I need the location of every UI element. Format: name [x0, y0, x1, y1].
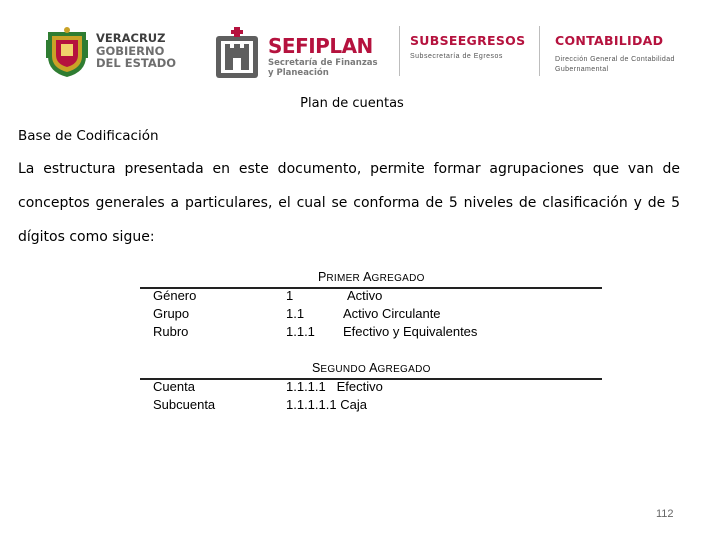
table1-name: Activo Circulante [343, 306, 441, 321]
table1-level: Rubro [153, 324, 189, 339]
table1-code: 1 [286, 288, 294, 303]
section-heading: Base de Codificación [18, 128, 159, 144]
table2-level: Cuenta [153, 379, 195, 394]
sefiplan-logo [212, 26, 392, 82]
table1-title-cap2: A [363, 270, 372, 284]
table2-title-rest1: EGUNDO [320, 364, 370, 375]
table1-level: Género [153, 288, 197, 303]
table2-title [312, 361, 431, 375]
page-title: Plan de cuentas [300, 96, 404, 111]
contabilidad-subtitle [555, 55, 675, 74]
sefiplan-sub-line-2: y Planeación [268, 68, 329, 78]
veracruz-shield-icon [44, 26, 90, 78]
body-paragraph: La estructura presentada en este documento, permite formar agrupaciones que van de conceptos generales a particulares, el cual se conforma de 5 niveles de clasificación y de 5 dígitos como sigue: [18, 161, 680, 245]
header-divider [539, 26, 540, 76]
veracruz-logo-text [96, 32, 176, 70]
veracruz-line-2: GOBIERNO [96, 43, 165, 58]
contabilidad-sub-line-2: Gubernamental [555, 65, 609, 73]
subsegresos-title: SUBSEEGRESOS [410, 33, 526, 48]
table1-title-rest2: GREGADO [371, 273, 425, 284]
contabilidad-title: CONTABILIDAD [555, 33, 664, 48]
subsegresos-subtitle: Subsecretaría de Egresos [410, 53, 503, 60]
table1-title-cap1: P [318, 270, 327, 284]
table2-title-cap2: A [369, 361, 378, 375]
page-number: 112 [656, 508, 674, 520]
table2-code-name: 1.1.1.1.1 Caja [286, 397, 367, 412]
sefiplan-subtitle [268, 58, 378, 78]
table2-code-name: 1.1.1.1 Efectivo [286, 379, 383, 394]
sefiplan-sub-line-1: Secretaría de Finanzas [268, 58, 378, 68]
sefiplan-wordmark: SEFIPLAN [268, 34, 373, 58]
table1-level: Grupo [153, 306, 190, 321]
table1-name: Efectivo y Equivalentes [343, 324, 478, 339]
table2-title-cap1: S [312, 361, 321, 375]
table1-name: Activo [347, 288, 383, 303]
table2-level: Subcuenta [153, 397, 216, 412]
table1-code: 1.1 [286, 306, 305, 321]
veracruz-line-3: DEL ESTADO [96, 56, 177, 70]
table2-title-rest2: GREGADO [377, 364, 431, 375]
table1-code: 1.1.1 [286, 324, 315, 339]
contabilidad-sub-line-1: Dirección General de Contabilidad [555, 56, 675, 63]
header-divider [399, 26, 400, 76]
table1-title-rest1: RIMER [326, 273, 364, 284]
table1-title [318, 270, 425, 284]
sefiplan-castle-icon [212, 26, 262, 80]
veracruz-logo [44, 24, 194, 80]
veracruz-line-1: VERACRUZ [96, 31, 166, 45]
